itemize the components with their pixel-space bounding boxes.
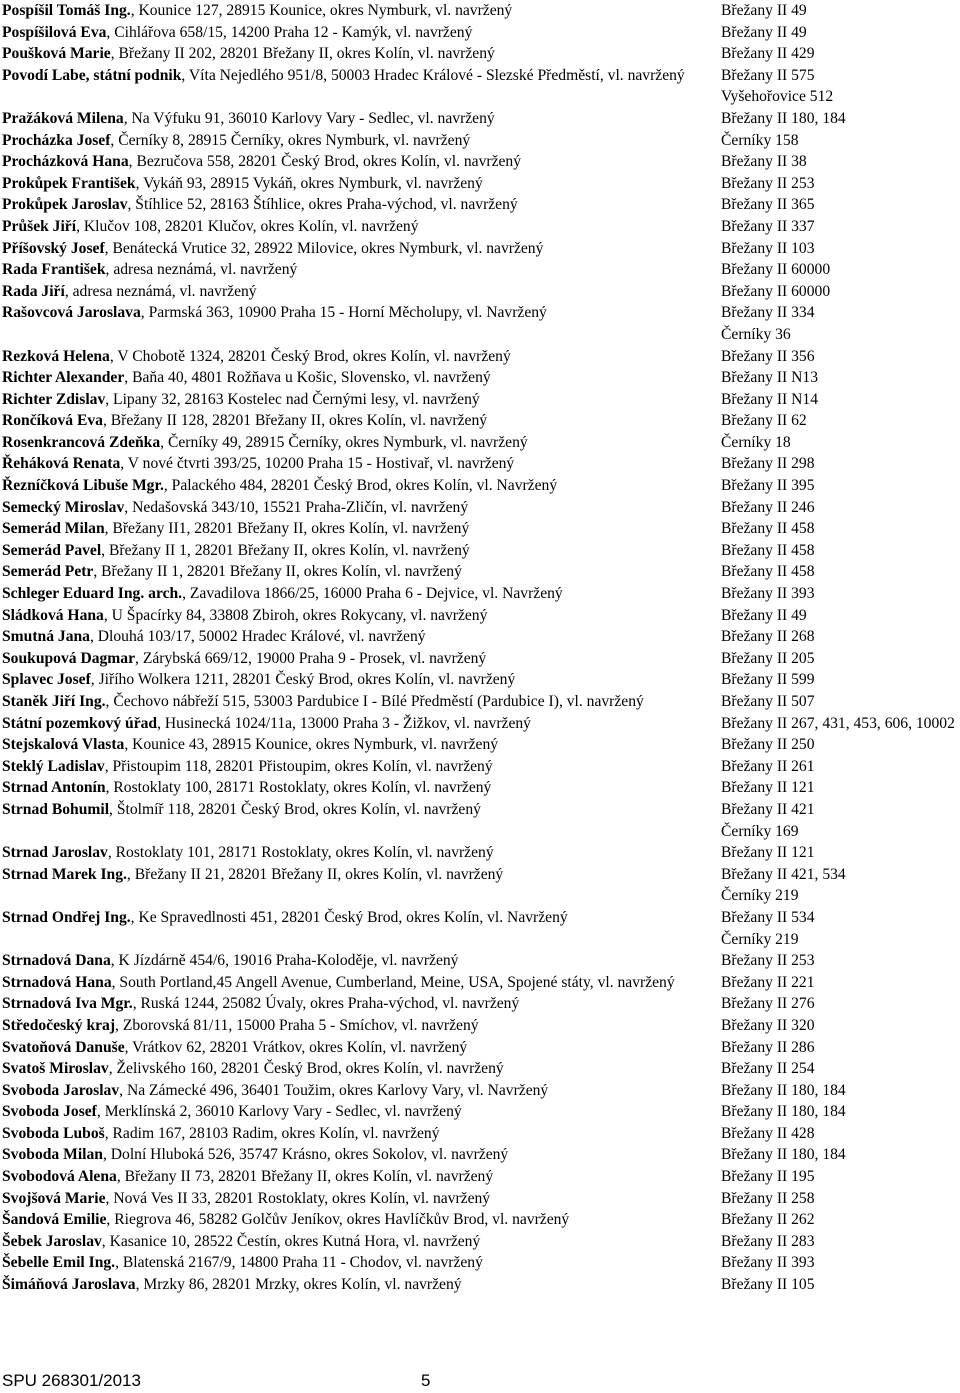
list-item: [2, 950, 960, 972]
owner-entry: [2, 842, 721, 864]
list-item: [2, 1252, 960, 1274]
parcel-numbers: Břežany II 320: [721, 1016, 815, 1034]
owner-name: Stejskalová Vlasta: [2, 736, 125, 754]
owner-address: , Benátecká Vrutice 32, 28922 Milovice, okres Nymburk, vl. navržený: [104, 239, 544, 257]
owner-address: , Ke Spravedlnosti 451, 28201 Český Brod, okres Kolín, vl. Navržený: [130, 908, 568, 926]
owner-name: Strnad Antonín: [2, 779, 106, 797]
parcel-numbers: Břežany II 365: [721, 196, 815, 214]
owner-entry: [2, 583, 721, 605]
owner-entry: [2, 194, 721, 216]
parcel-numbers: Břežany II 458: [721, 563, 815, 581]
owner-name: Prokůpek Jaroslav: [2, 196, 128, 214]
owner-entry: [2, 0, 721, 22]
owner-name: Prokůpek František: [2, 174, 136, 192]
owner-entry: [2, 475, 721, 497]
list-item: [2, 972, 960, 994]
parcel-numbers: Břežany II 334 Černíky 36: [721, 304, 815, 343]
owner-address: , Zárybská 669/12, 19000 Praha 9 - Prosek, vl. navržený: [135, 649, 487, 667]
owner-name: Smutná Jana: [2, 628, 90, 646]
list-item: [2, 691, 960, 713]
owner-entry: [2, 1144, 721, 1166]
parcel-numbers: Břežany II 337: [721, 217, 815, 235]
parcel-numbers: Břežany II 49: [721, 2, 807, 19]
list-item: [2, 259, 960, 281]
owner-address: , Kasanice 10, 28522 Čestín, okres Kutná Hora, vl. navržený: [101, 1232, 481, 1250]
owner-address: , Jiřího Wolkera 1211, 28201 Český Brod, okres Kolín, vl. navržený: [90, 671, 516, 689]
owner-entry: [2, 1166, 721, 1188]
parcel-numbers: Břežany II 253: [721, 174, 815, 192]
list-item: [2, 713, 960, 735]
list-item: [2, 1144, 960, 1166]
owner-address: , Víta Nejedlého 951/8, 50003 Hradec Králové - Slezské Předměstí, vl. navržený: [181, 66, 685, 84]
owner-name: Svoboda Milan: [2, 1146, 103, 1164]
parcel-numbers: Břežany II 254: [721, 1060, 815, 1078]
list-item: [2, 130, 960, 152]
owner-address: , Bezručova 558, 28201 Český Brod, okres Kolín, vl. navržený: [128, 153, 522, 171]
owner-address: , Břežany II 202, 28201 Břežany II, okres Kolín, vl. navržený: [110, 45, 495, 63]
owner-name: Soukupová Dagmar: [2, 649, 136, 667]
list-item: [2, 993, 960, 1015]
owner-address: , Čechovo nábřeží 515, 53003 Pardubice I - Bílé Předměstí (Pardubice I), vl. navržený: [105, 693, 644, 710]
parcel-numbers: Břežany II 195: [721, 1168, 815, 1186]
list-item: [2, 605, 960, 627]
parcel-numbers: Břežany II 395: [721, 477, 815, 495]
parcel-numbers: Břežany II 60000: [721, 282, 831, 300]
owner-address: , Vykáň 93, 28915 Vykáň, okres Nymburk, vl. navržený: [135, 174, 483, 192]
parcel-numbers: Břežany II 262: [721, 1211, 815, 1229]
list-item: [2, 497, 960, 519]
parcel-numbers: Břežany II 267, 431, 453, 606, 10002: [721, 714, 955, 732]
list-item: [2, 475, 960, 497]
owner-name: Rada František: [2, 261, 106, 279]
owner-address: , Cihlářova 658/15, 14200 Praha 12 - Kamýk, vl. navržený: [106, 23, 473, 41]
owner-name: Svoboda Josef: [2, 1103, 97, 1121]
parcel-numbers: Břežany II 421 Černíky 169: [721, 800, 815, 840]
owner-entry: [2, 756, 721, 778]
list-item: [2, 302, 960, 345]
list-item: [2, 734, 960, 756]
list-item: [2, 453, 960, 475]
owner-entry: [2, 799, 721, 842]
owner-entry: [2, 691, 721, 713]
list-item: [2, 238, 960, 260]
parcel-numbers: Břežany II 575 Vyšehořovice 512: [721, 66, 834, 106]
list-item: [2, 669, 960, 691]
owner-address: , Lipany 32, 28163 Kostelec nad Černými lesy, vl. navržený: [105, 390, 480, 408]
list-item: [2, 410, 960, 432]
owner-name: Státní pozemkový úřad: [2, 714, 158, 732]
list-item: [2, 518, 960, 540]
document-id: SPU 268301/2013: [2, 1371, 141, 1390]
owner-name: Staněk Jiří Ing.: [2, 693, 106, 710]
list-item: [2, 1188, 960, 1210]
parcel-numbers: Břežany II 276: [721, 995, 815, 1013]
owner-name: Rada Jiří: [2, 282, 65, 300]
parcel-numbers: Břežany II 356: [721, 347, 815, 365]
owner-address: , Vrátkov 62, 28201 Vrátkov, okres Kolín, vl. navržený: [124, 1038, 468, 1056]
parcel-numbers: Břežany II 205: [721, 649, 815, 667]
owner-name: Semerád Milan: [2, 520, 105, 538]
owner-entry: [2, 1123, 721, 1145]
parcel-numbers: Břežany II 38: [721, 153, 807, 171]
owner-name: Šebek Jaroslav: [2, 1232, 102, 1250]
owner-address: , Kounice 43, 28915 Kounice, okres Nymburk, vl. navržený: [124, 736, 499, 754]
parcel-numbers: Černíky 18: [721, 433, 791, 451]
owner-entry: [2, 130, 721, 152]
owner-entry: [2, 518, 721, 540]
owner-address: , Rostoklaty 101, 28171 Rostoklaty, okres Kolín, vl. navržený: [107, 844, 494, 862]
owner-entry: [2, 972, 721, 994]
parcel-numbers: Břežany II 49: [721, 606, 807, 624]
owner-name: Richter Alexander: [2, 369, 125, 387]
owner-address: , Černíky 49, 28915 Černíky, okres Nymburk, vl. navržený: [160, 433, 528, 451]
owner-address: , Kounice 127, 28915 Kounice, okres Nymburk, vl. navržený: [130, 2, 513, 19]
owner-address: , Želivského 160, 28201 Český Brod, okres Kolín, vl. navržený: [108, 1060, 504, 1078]
owner-name: Svatoš Miroslav: [2, 1060, 109, 1078]
owner-name: Pospíšilová Eva: [2, 23, 107, 41]
parcel-numbers: Břežany II 121: [721, 844, 815, 862]
owner-entry: [2, 151, 721, 173]
owner-entry: [2, 43, 721, 65]
list-item: [2, 367, 960, 389]
list-item: [2, 43, 960, 65]
owner-name: Pospíšil Tomáš Ing.: [2, 2, 131, 19]
owner-name: Rončíková Eva: [2, 412, 103, 430]
parcel-numbers: Břežany II 534 Černíky 219: [721, 908, 815, 948]
owner-entry: [2, 453, 721, 475]
parcel-numbers: Břežany II 393: [721, 1254, 815, 1272]
owner-entry: [2, 864, 721, 907]
parcel-numbers: Břežany II 49: [721, 23, 807, 41]
parcel-numbers: Černíky 158: [721, 131, 799, 149]
owner-address: , Štolmíř 118, 28201 Český Brod, okres Kolín, vl. navržený: [109, 800, 481, 818]
owner-entry: [2, 259, 721, 281]
parcel-numbers: Břežany II 105: [721, 1276, 815, 1294]
owner-entry: [2, 346, 721, 368]
list-item: [2, 281, 960, 303]
owner-name: Semecký Miroslav: [2, 498, 125, 516]
page-number: 5: [421, 1371, 431, 1390]
owner-entry: [2, 65, 721, 108]
owner-entry: [2, 216, 721, 238]
owner-name: Strnad Jaroslav: [2, 844, 108, 862]
owner-address: , Černíky 8, 28915 Černíky, okres Nymburk, vl. navržený: [110, 131, 471, 149]
owner-entry: [2, 281, 721, 303]
owner-entry: [2, 907, 721, 950]
owner-name: Semerád Pavel: [2, 541, 102, 559]
owner-entry: [2, 605, 721, 627]
list-item: [2, 346, 960, 368]
parcel-numbers: Břežany II N13: [721, 369, 818, 387]
owner-address: , Na Zámecké 496, 36401 Toužim, okres Karlovy Vary, vl. Navržený: [119, 1081, 549, 1099]
list-item: [2, 864, 960, 907]
parcel-numbers: Břežany II 421, 534 Černíky 219: [721, 865, 846, 905]
owner-name: Strnad Bohumil: [2, 800, 110, 818]
list-item: [2, 22, 960, 44]
owner-address: , Parmská 363, 10900 Praha 15 - Horní Měcholupy, vl. Navržený: [140, 304, 547, 322]
owner-address: , adresa neznámá, vl. navržený: [105, 261, 298, 279]
owner-address: , Na Výfuku 91, 36010 Karlovy Vary - Sedlec, vl. navržený: [123, 109, 495, 127]
parcel-numbers: Břežany II 258: [721, 1189, 815, 1207]
owner-address: , Nedašovská 343/10, 15521 Praha-Zličín, vl. navržený: [124, 498, 469, 516]
owner-name: Procházka Josef: [2, 131, 111, 149]
list-item: [2, 1037, 960, 1059]
owner-name: Splavec Josef: [2, 671, 91, 689]
list-item: [2, 561, 960, 583]
owner-entry: [2, 626, 721, 648]
owner-name: Schleger Eduard Ing. arch.: [2, 585, 183, 603]
owner-entry: [2, 432, 721, 454]
owner-name: Poušková Marie: [2, 45, 111, 63]
owner-entry: [2, 950, 721, 972]
parcel-numbers: Břežany II 246: [721, 498, 815, 516]
list-item: [2, 1058, 960, 1080]
parcel-numbers: Břežany II 180, 184: [721, 1146, 846, 1164]
owner-name: Příšovský Josef: [2, 239, 105, 257]
owner-entry: [2, 648, 721, 670]
owner-name: Semerád Petr: [2, 563, 94, 581]
parcel-numbers: Břežany II 250: [721, 736, 815, 754]
parcel-numbers: Břežany II 429: [721, 45, 815, 63]
owner-entry: [2, 22, 721, 44]
owner-entry: [2, 713, 721, 735]
owner-address: , Palackého 484, 28201 Český Brod, okres Kolín, vl. Navržený: [163, 477, 558, 495]
owner-name: Svojšová Marie: [2, 1189, 106, 1207]
list-item: [2, 1231, 960, 1253]
owner-address: , Riegrova 46, 58282 Golčův Jeníkov, okres Havlíčkův Brod, vl. navržený: [106, 1211, 570, 1229]
list-item: [2, 626, 960, 648]
owner-address: , V nové čtvrti 393/25, 10200 Praha 15 - Hostivař, vl. navržený: [120, 455, 515, 473]
owner-entry: [2, 1058, 721, 1080]
list-item: [2, 777, 960, 799]
owner-name: Rezková Helena: [2, 347, 110, 365]
owner-address: , Břežany II 1, 28201 Břežany II, okres Kolín, vl. navržený: [93, 563, 462, 581]
owner-name: Středočeský kraj: [2, 1016, 116, 1034]
owner-address: , Blatenská 2167/9, 14800 Praha 11 - Chodov, vl. navržený: [115, 1254, 483, 1272]
parcel-numbers: Břežany II 283: [721, 1232, 815, 1250]
list-item: [2, 216, 960, 238]
list-item: [2, 151, 960, 173]
owner-address: , Klučov 108, 28201 Klučov, okres Kolín, vl. navržený: [76, 217, 419, 235]
owner-address: , Břežany II 1, 28201 Břežany II, okres Kolín, vl. navržený: [101, 541, 470, 559]
owner-address: , Rostoklaty 100, 28171 Rostoklaty, okres Kolín, vl. navržený: [105, 779, 492, 797]
list-item: [2, 194, 960, 216]
owner-address: , Břežany II 21, 28201 Břežany II, okres Kolín, vl. navržený: [126, 865, 504, 883]
owner-name: Rosenkrancová Zdeňka: [2, 433, 161, 451]
parcel-numbers: Břežany II 60000: [721, 261, 831, 279]
owners-list: [2, 0, 960, 1296]
owner-address: , Baňa 40, 4801 Rožňava u Košic, Slovensko, vl. navržený: [124, 369, 491, 387]
owner-address: , Ruská 1244, 25082 Úvaly, okres Praha-východ, vl. navržený: [132, 995, 520, 1013]
owner-entry: [2, 1188, 721, 1210]
parcel-numbers: Břežany II 121: [721, 779, 815, 797]
owner-address: , Břežany II 73, 28201 Břežany II, okres Kolín, vl. navržený: [116, 1168, 494, 1186]
parcel-numbers: Břežany II 62: [721, 412, 807, 430]
owner-address: , South Portland,45 Angell Avenue, Cumberland, Meine, USA, Spojené státy, vl. navržený: [111, 973, 675, 991]
owner-address: , Mrzky 86, 28201 Mrzky, okres Kolín, vl. navržený: [135, 1276, 462, 1294]
owner-address: , adresa neznámá, vl. navržený: [64, 282, 257, 300]
owner-name: Povodí Labe, státní podnik: [2, 66, 182, 84]
owner-name: Sládková Hana: [2, 606, 104, 624]
list-item: [2, 799, 960, 842]
owner-name: Šimáňová Jaroslava: [2, 1276, 136, 1294]
owner-address: , Dlouhá 103/17, 50002 Hradec Králové, vl. navržený: [89, 628, 426, 646]
list-item: [2, 1209, 960, 1231]
parcel-numbers: Břežany II 458: [721, 541, 815, 559]
owner-entry: [2, 108, 721, 130]
owner-entry: [2, 540, 721, 562]
owner-address: , Břežany II 128, 28201 Břežany II, okres Kolín, vl. navržený: [102, 412, 488, 430]
list-item: [2, 0, 960, 22]
owner-entry: [2, 1101, 721, 1123]
owner-address: , Nová Ves II 33, 28201 Rostoklaty, okres Kolín, vl. navržený: [105, 1189, 491, 1207]
owner-address: , K Jízdárně 454/6, 19016 Praha-Koloděje, vl. navržený: [110, 952, 459, 970]
list-item: [2, 1123, 960, 1145]
owner-name: Strnad Marek Ing.: [2, 865, 127, 883]
parcel-numbers: Břežany II 180, 184: [721, 109, 846, 127]
owner-name: Průšek Jiří: [2, 217, 77, 235]
list-item: [2, 65, 960, 108]
owner-entry: [2, 1252, 721, 1274]
list-item: [2, 1080, 960, 1102]
owner-name: Procházková Hana: [2, 153, 129, 171]
owner-entry: [2, 1231, 721, 1253]
owner-entry: [2, 173, 721, 195]
parcel-numbers: Břežany II 393: [721, 585, 815, 603]
parcel-numbers: Břežany II 458: [721, 520, 815, 538]
owner-entry: [2, 669, 721, 691]
parcel-numbers: Břežany II 298: [721, 455, 815, 473]
owner-entry: [2, 1209, 721, 1231]
owner-name: Strnadová Iva Mgr.: [2, 995, 133, 1013]
owner-entry: [2, 561, 721, 583]
owner-name: Strnad Ondřej Ing.: [2, 908, 131, 926]
list-item: [2, 108, 960, 130]
owner-entry: [2, 1037, 721, 1059]
owner-address: , V Chobotě 1324, 28201 Český Brod, okres Kolín, vl. navržený: [109, 347, 511, 365]
owner-address: , U Špacírky 84, 33808 Zbiroh, okres Rokycany, vl. navržený: [103, 606, 488, 624]
owner-address: , Husinecká 1024/11a, 13000 Praha 3 - Žižkov, vl. navržený: [157, 714, 531, 732]
owner-name: Rašovcová Jaroslava: [2, 304, 141, 322]
list-item: [2, 583, 960, 605]
parcel-numbers: Břežany II 253: [721, 952, 815, 970]
list-item: [2, 173, 960, 195]
owner-entry: [2, 1015, 721, 1037]
owner-address: , Zavadilova 1866/25, 16000 Praha 6 - Dejvice, vl. Navržený: [182, 585, 563, 603]
owner-entry: [2, 389, 721, 411]
parcel-numbers: Břežany II 286: [721, 1038, 815, 1056]
owner-name: Strnadová Dana: [2, 952, 111, 970]
list-item: [2, 1274, 960, 1296]
list-item: [2, 907, 960, 950]
parcel-numbers: Břežany II 180, 184: [721, 1103, 846, 1121]
owner-entry: [2, 1274, 721, 1296]
owner-entry: [2, 497, 721, 519]
parcel-numbers: Břežany II 507: [721, 693, 815, 710]
owner-address: , Přistoupim 118, 28201 Přistoupim, okres Kolín, vl. navržený: [104, 757, 493, 775]
parcel-numbers: Břežany II 428: [721, 1124, 815, 1142]
owner-entry: [2, 410, 721, 432]
parcel-numbers: Břežany II 221: [721, 973, 815, 991]
owner-address: , Radim 167, 28103 Radim, okres Kolín, vl. navržený: [104, 1124, 440, 1142]
owner-name: Svobodová Alena: [2, 1168, 117, 1186]
owner-entry: [2, 238, 721, 260]
list-item: [2, 540, 960, 562]
owner-name: Svoboda Luboš: [2, 1124, 105, 1142]
owner-address: , Břežany II1, 28201 Břežany II, okres Kolín, vl. navržený: [104, 520, 470, 538]
parcel-numbers: Břežany II 261: [721, 757, 815, 775]
owner-name: Richter Zdislav: [2, 390, 106, 408]
list-item: [2, 756, 960, 778]
list-item: [2, 389, 960, 411]
owner-entry: [2, 777, 721, 799]
owner-name: Steklý Ladislav: [2, 757, 105, 775]
list-item: [2, 1015, 960, 1037]
parcel-numbers: Břežany II 180, 184: [721, 1081, 846, 1099]
owner-address: , Dolní Hluboká 526, 35747 Krásno, okres Sokolov, vl. navržený: [102, 1146, 509, 1164]
parcel-numbers: Břežany II 599: [721, 671, 815, 689]
owner-entry: [2, 367, 721, 389]
parcel-numbers: Břežany II N14: [721, 390, 818, 408]
list-item: [2, 648, 960, 670]
owner-entry: [2, 302, 721, 345]
parcel-numbers: Břežany II 268: [721, 628, 815, 646]
owner-name: Řeháková Renata: [2, 455, 121, 473]
owner-address: , Zborovská 81/11, 15000 Praha 5 - Smíchov, vl. navržený: [115, 1016, 479, 1034]
owner-name: Svatoňová Danuše: [2, 1038, 125, 1056]
owner-name: Strnadová Hana: [2, 973, 112, 991]
list-item: [2, 1101, 960, 1123]
list-item: [2, 432, 960, 454]
owner-name: Řezníčková Libuše Mgr.: [2, 477, 164, 495]
owner-name: Svoboda Jaroslav: [2, 1081, 120, 1099]
owner-entry: [2, 1080, 721, 1102]
owner-name: Šebelle Emil Ing.: [2, 1254, 116, 1272]
parcel-numbers: Břežany II 103: [721, 239, 815, 257]
owner-name: Šandová Emilie: [2, 1211, 107, 1229]
owner-entry: [2, 734, 721, 756]
list-item: [2, 842, 960, 864]
list-item: [2, 1166, 960, 1188]
owner-address: , Merklínská 2, 36010 Karlovy Vary - Sedlec, vl. navržený: [96, 1103, 462, 1121]
owner-name: Pražáková Milena: [2, 109, 124, 127]
owner-address: , Štíhlice 52, 28163 Štíhlice, okres Praha-východ, vl. navržený: [127, 196, 518, 214]
owner-entry: [2, 993, 721, 1015]
